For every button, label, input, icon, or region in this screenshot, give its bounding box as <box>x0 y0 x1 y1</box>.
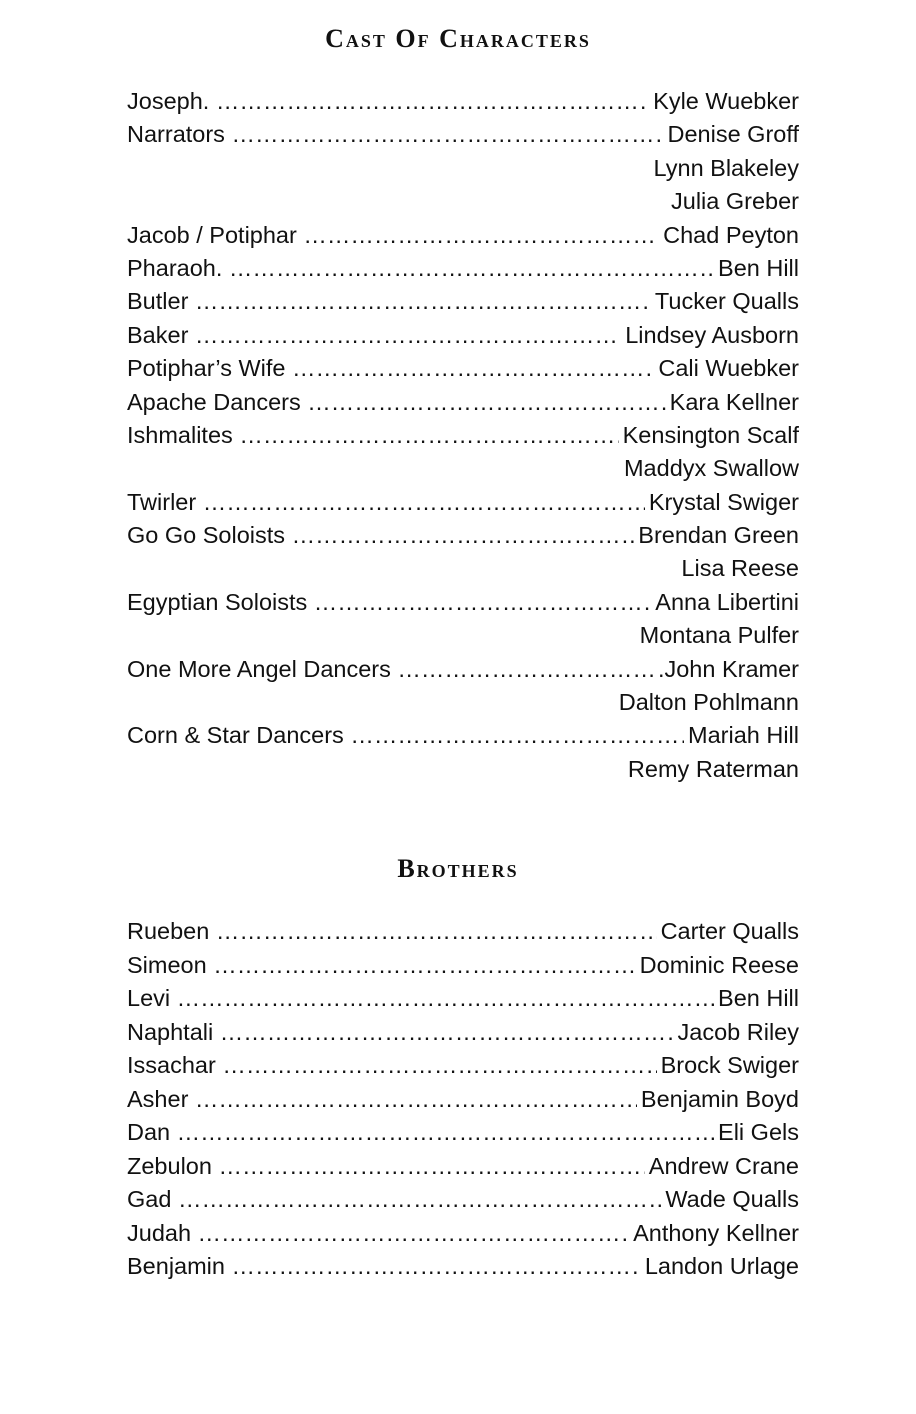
role-name <box>127 1183 661 1217</box>
actor-name: Dalton Pohlmann <box>615 686 799 719</box>
cast-row <box>127 586 799 619</box>
role-label: Potiphar’s Wife <box>127 355 286 382</box>
cast-row <box>127 285 799 318</box>
cast-list <box>127 85 799 786</box>
actor-name: Montana Pulfer <box>636 619 799 652</box>
cast-row <box>127 619 799 652</box>
role-label: Butler <box>127 288 189 315</box>
actor-name: Remy Raterman <box>624 753 799 786</box>
role-label: Baker <box>127 321 189 348</box>
role-name <box>127 486 645 519</box>
actor-name: Carter Qualls <box>657 915 799 949</box>
role-label: Twirler <box>127 488 197 515</box>
actor-name: Andrew Crane <box>645 1150 799 1184</box>
role-name <box>127 285 651 318</box>
cast-row <box>127 949 799 983</box>
cast-row <box>127 1016 799 1050</box>
cast-row <box>127 1049 799 1083</box>
actor-name: Ben Hill <box>714 982 799 1016</box>
role-name <box>127 1250 641 1284</box>
cast-row <box>127 686 799 719</box>
role-name <box>127 586 651 619</box>
role-label: Simeon <box>127 951 207 978</box>
role-label: Dan <box>127 1119 171 1145</box>
actor-name: Wade Qualls <box>661 1183 799 1217</box>
actor-name: .John Kramer <box>654 653 799 686</box>
role-name <box>127 85 649 118</box>
role-name <box>127 982 714 1016</box>
actor-name: Lisa Reese <box>677 552 799 585</box>
actor-name: Denise Groff <box>664 118 800 151</box>
actor-name: Kara Kellner <box>666 386 799 419</box>
role-name <box>127 915 657 949</box>
role-label: Apache Dancers <box>127 388 301 415</box>
role-label: Naphtali <box>127 1018 214 1045</box>
cast-row <box>127 452 799 485</box>
role-name <box>127 419 619 452</box>
role-label: Levi <box>127 985 171 1011</box>
cast-heading: Cast Of Characters <box>325 24 591 53</box>
role-name <box>127 1016 674 1050</box>
actor-name: Brock Swiger <box>657 1049 799 1083</box>
role-label: Benjamin <box>127 1253 225 1279</box>
actor-name: Kyle Wuebker <box>649 85 799 118</box>
role-label: Rueben <box>127 918 210 944</box>
actor-name: Eli Gels <box>714 1116 799 1150</box>
cast-row <box>127 519 799 552</box>
cast-row <box>127 1217 799 1251</box>
cast-row <box>127 118 799 151</box>
cast-row <box>127 185 799 218</box>
role-name <box>127 219 659 252</box>
role-name <box>127 118 664 151</box>
role-label: Issachar <box>127 1052 216 1078</box>
brothers-heading: Brothers <box>397 854 519 883</box>
actor-name: Maddyx Swallow <box>620 452 799 485</box>
actor-name: Ben Hill <box>714 252 799 285</box>
actor-name: Kensington Scalf <box>619 419 799 452</box>
role-name <box>127 653 654 686</box>
role-name <box>127 1083 637 1117</box>
cast-row <box>127 152 799 185</box>
role-label: Judah <box>127 1219 192 1246</box>
role-label: Joseph. <box>127 88 210 114</box>
cast-row <box>127 1150 799 1184</box>
cast-row <box>127 85 799 118</box>
actor-name: Anna Libertini <box>651 586 799 619</box>
actor-name: Anthony Kellner <box>629 1217 799 1251</box>
cast-row <box>127 319 799 352</box>
cast-row <box>127 552 799 585</box>
role-name <box>127 719 684 752</box>
role-name <box>127 252 714 285</box>
role-label: Go Go Soloists <box>127 522 286 549</box>
cast-row <box>127 1083 799 1117</box>
cast-row <box>127 753 799 786</box>
cast-row <box>127 219 799 252</box>
role-name <box>127 352 654 385</box>
role-name <box>127 1116 714 1150</box>
cast-row <box>127 653 799 686</box>
cast-row <box>127 419 799 452</box>
actor-name: Krystal Swiger <box>645 486 799 519</box>
role-label: Corn & Star Dancers <box>127 722 344 749</box>
actor-name: Lindsey Ausborn <box>621 319 799 352</box>
actor-name: Landon Urlage <box>641 1250 799 1284</box>
role-label: Gad <box>127 1186 172 1212</box>
brothers-list <box>127 915 799 1284</box>
actor-name: Jacob Riley <box>674 1016 799 1050</box>
actor-name: Tucker Qualls <box>651 285 799 318</box>
actor-name: Mariah Hill <box>684 719 799 752</box>
cast-row <box>127 982 799 1016</box>
role-label: Ishmalites <box>127 421 233 448</box>
cast-row <box>127 1183 799 1217</box>
actor-name: Benjamin Boyd <box>637 1083 799 1117</box>
cast-row <box>127 352 799 385</box>
cast-row <box>127 386 799 419</box>
role-label: Pharaoh. <box>127 254 223 281</box>
role-name <box>127 319 621 352</box>
role-label: Asher <box>127 1085 189 1112</box>
actor-name: Lynn Blakeley <box>650 152 799 185</box>
role-name <box>127 519 634 552</box>
actor-name: Cali Wuebker <box>654 352 799 385</box>
role-label: Jacob / Potiphar <box>127 221 297 248</box>
cast-row <box>127 252 799 285</box>
role-name <box>127 1049 657 1083</box>
role-name <box>127 386 666 419</box>
cast-row <box>127 719 799 752</box>
role-label: Narrators <box>127 121 225 148</box>
cast-row <box>127 1116 799 1150</box>
role-label: One More Angel Dancers <box>127 655 391 682</box>
actor-name: Chad Peyton <box>659 219 799 252</box>
role-name <box>127 949 636 983</box>
cast-row <box>127 915 799 949</box>
cast-row <box>127 1250 799 1284</box>
cast-row <box>127 486 799 519</box>
role-name <box>127 1150 645 1184</box>
role-label: Egyptian Soloists <box>127 588 308 615</box>
actor-name: Julia Greber <box>667 185 799 218</box>
actor-name: Brendan Green <box>634 519 799 552</box>
actor-name: Dominic Reese <box>636 949 799 983</box>
role-name <box>127 1217 629 1251</box>
role-label: Zebulon <box>127 1152 212 1179</box>
